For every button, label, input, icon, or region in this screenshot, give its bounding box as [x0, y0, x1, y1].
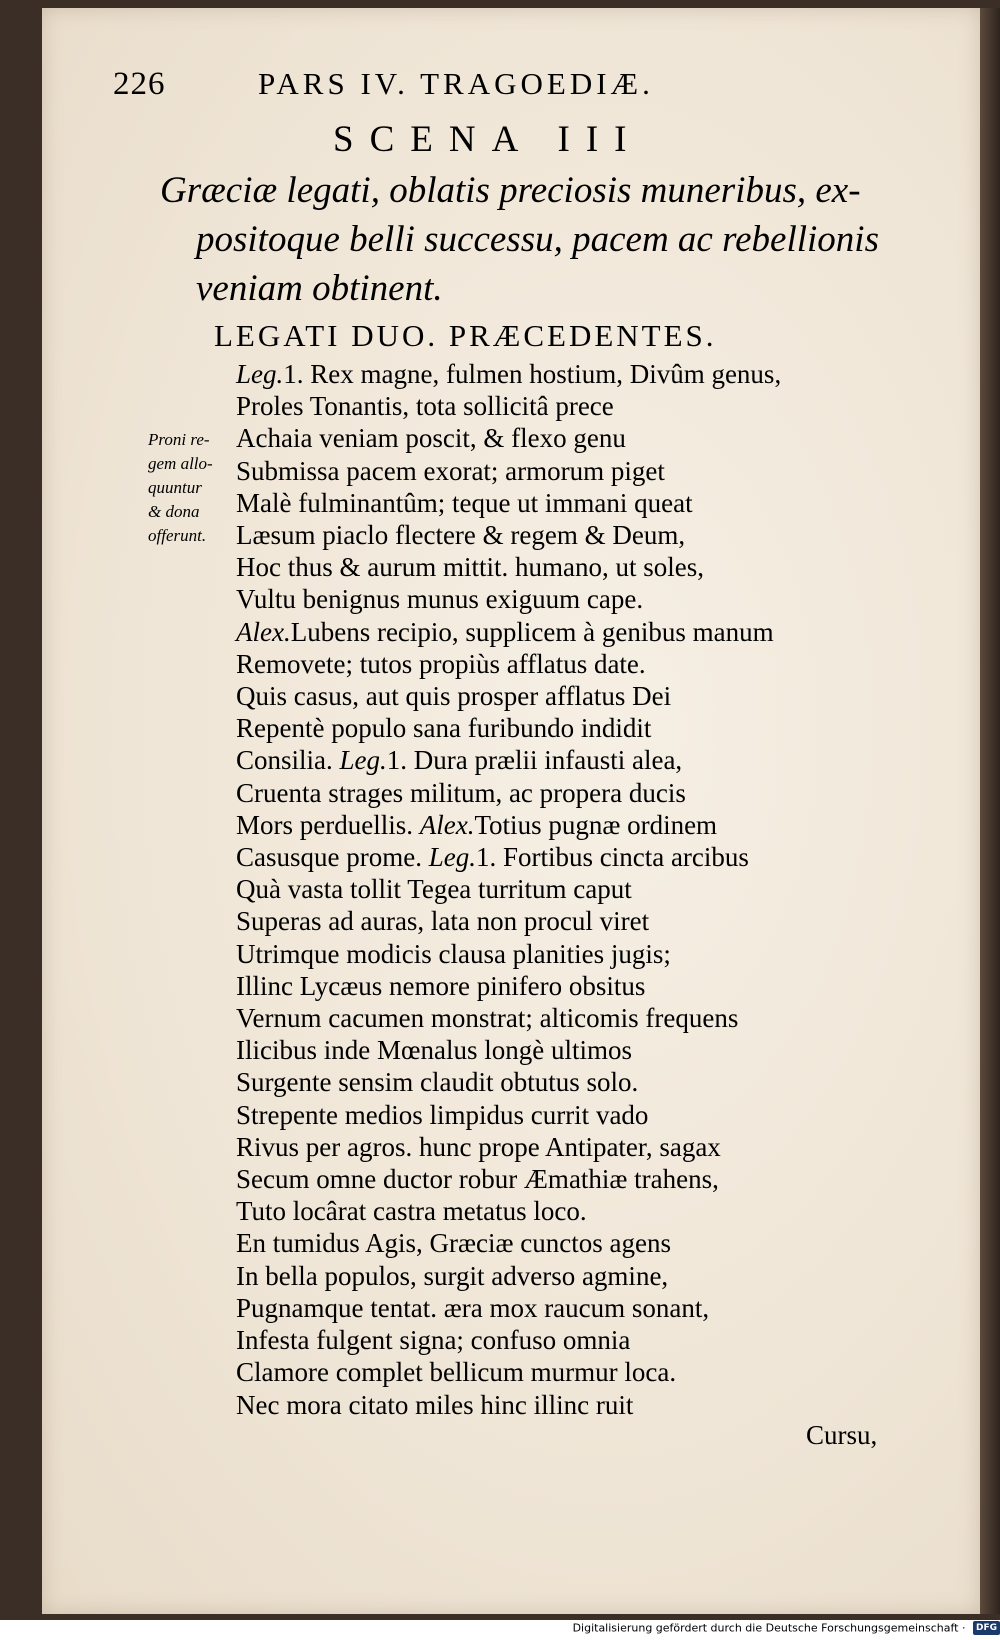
speaker-label: Leg. [236, 359, 284, 389]
verse-line [236, 777, 926, 809]
verse-line-text: Repentè populo sana furibundo indidit [236, 713, 652, 744]
verse-line [236, 1002, 926, 1034]
verse-line [236, 938, 926, 970]
verse-line-text: 1. Rex magne, fulmen hostium, Divûm genus, [283, 359, 782, 389]
scene-argument [160, 166, 920, 313]
dfg-logo: DFG [973, 1621, 1000, 1635]
verse-line [236, 1131, 926, 1163]
book-edge [980, 8, 1000, 1614]
verse-line-text: Infesta fulgent signa; confuso omnia [236, 1325, 631, 1356]
verse-line-text: Nec mora citato miles hinc illinc ruit [236, 1389, 634, 1420]
verse-line-text: Superas ad auras, lata non procul viret [236, 906, 650, 937]
scene-title: SCENA III [333, 119, 643, 160]
verse-line-text: Quis casus, aut quis prosper afflatus Dei [236, 681, 672, 712]
verse-line-text: Casusque prome. [236, 842, 422, 873]
verse-line [236, 809, 926, 841]
marginal-note [148, 428, 248, 548]
verse-line-text: 1. Fortibus cincta arcibus [475, 842, 749, 873]
verse-line-text: Pugnamque tentat. æra mox raucum sonant, [236, 1292, 710, 1323]
speaker-label: Alex. [419, 809, 475, 840]
verse-line-text: Ilicibus inde Mœnalus longè ultimos [236, 1035, 632, 1066]
argument-line: Græciæ legati, oblatis preciosis muneribus, ex- [160, 170, 861, 211]
verse-line [236, 616, 926, 648]
argument-line: veniam obtinent. [196, 268, 443, 309]
verse-line [236, 1324, 926, 1356]
verse-line [236, 873, 926, 905]
marginal-note-line: offerunt. [148, 526, 207, 545]
verse-line-text: Vernum cacumen monstrat; alticomis frequens [236, 1003, 739, 1034]
verse-line-text: Tuto locârat castra metatus loco. [236, 1196, 587, 1227]
speaker-label: Alex. [236, 616, 291, 647]
verse-line [236, 583, 926, 615]
verse-line [236, 1195, 926, 1227]
verse-line-text: Mors perduellis. [236, 809, 413, 840]
footer-credit [560, 1621, 1000, 1640]
page-number: 226 [113, 66, 166, 102]
verse-line-text: Secum omne ductor robur Æmathiæ trahens, [236, 1164, 719, 1195]
marginal-note-line: quuntur [148, 478, 202, 497]
verse-line [236, 390, 926, 422]
characters-heading: LEGATI DUO. PRÆCEDENTES. [214, 318, 717, 353]
marginal-note-line: Proni re- [148, 430, 210, 449]
verse-line [236, 1163, 926, 1195]
verse-line [236, 455, 926, 487]
verse-line [236, 1034, 926, 1066]
verse-line-text: Cruenta strages militum, ac propera ducis [236, 777, 686, 808]
page-header [113, 66, 753, 110]
marginal-note-line: gem allo- [148, 454, 213, 473]
verse-line-text: Clamore complet bellicum murmur loca. [236, 1357, 677, 1388]
verse-line [236, 487, 926, 519]
verse-line-text: Submissa pacem exorat; armorum piget [236, 455, 665, 486]
verse-line [236, 744, 926, 776]
verse-line [236, 841, 926, 873]
verse-line-text: In bella populos, surgit adverso agmine, [236, 1260, 669, 1291]
verse-line-text: Achaia veniam poscit, & flexo genu [236, 423, 626, 454]
verse-line [236, 358, 926, 390]
verse-line-text: Hoc thus & aurum mittit. humano, ut soles, [236, 552, 704, 583]
verse-line-text: Totius pugnæ ordinem [474, 809, 718, 840]
footer-text: Digitalisierung gefördert durch die Deutsche Forschungsgemeinschaft · [572, 1621, 966, 1635]
verse-line-text: Lubens recipio, supplicem à genibus manum [290, 616, 774, 647]
verse-line [236, 1356, 926, 1388]
verse-line-text: Removete; tutos propiùs afflatus date. [236, 648, 646, 679]
verse-line [236, 680, 926, 712]
verse-text [236, 358, 926, 1421]
verse-line [236, 970, 926, 1002]
verse-line [236, 905, 926, 937]
verse-line-text: Læsum piaclo flectere & regem & Deum, [236, 520, 686, 551]
catchword: Cursu, [806, 1420, 878, 1450]
verse-line [236, 1099, 926, 1131]
marginal-note-line: & dona [148, 502, 200, 521]
speaker-label: Leg. [428, 842, 476, 873]
verse-line [236, 648, 926, 680]
running-head: PARS IV. TRAGOEDIÆ. [258, 66, 654, 101]
verse-line-text: Quà vasta tollit Tegea turritum caput [236, 874, 632, 905]
verse-line-text: Utrimque modicis clausa planities jugis; [236, 938, 671, 969]
verse-line [236, 1066, 926, 1098]
verse-line-text: En tumidus Agis, Græciæ cunctos agens [236, 1228, 671, 1259]
verse-line-text: Vultu benignus munus exiguum cape. [236, 584, 644, 615]
verse-line [236, 712, 926, 744]
verse-line-text: Strepente medios limpidus currit vado [236, 1099, 649, 1130]
verse-line-text: Rivus per agros. hunc prope Antipater, sagax [236, 1131, 721, 1162]
verse-line [236, 1292, 926, 1324]
speaker-label: Leg. [339, 745, 387, 776]
verse-line [236, 1389, 926, 1421]
verse-line [236, 551, 926, 583]
verse-line-text: Surgente sensim claudit obtutus solo. [236, 1067, 639, 1098]
verse-line [236, 422, 926, 454]
verse-line-text: Consilia. [236, 745, 333, 776]
verse-line-text: Malè fulminantûm; teque ut immani queat [236, 487, 693, 518]
verse-line-text: 1. Dura prælii infausti alea, [386, 745, 683, 776]
verse-line-text: Proles Tonantis, tota sollicitâ prece [236, 391, 614, 422]
verse-line-text: Illinc Lycæus nemore pinifero obsitus [236, 970, 646, 1001]
verse-line [236, 1227, 926, 1259]
verse-line [236, 1260, 926, 1292]
argument-line: positoque belli successu, pacem ac rebellionis [196, 219, 879, 260]
verse-line [236, 519, 926, 551]
